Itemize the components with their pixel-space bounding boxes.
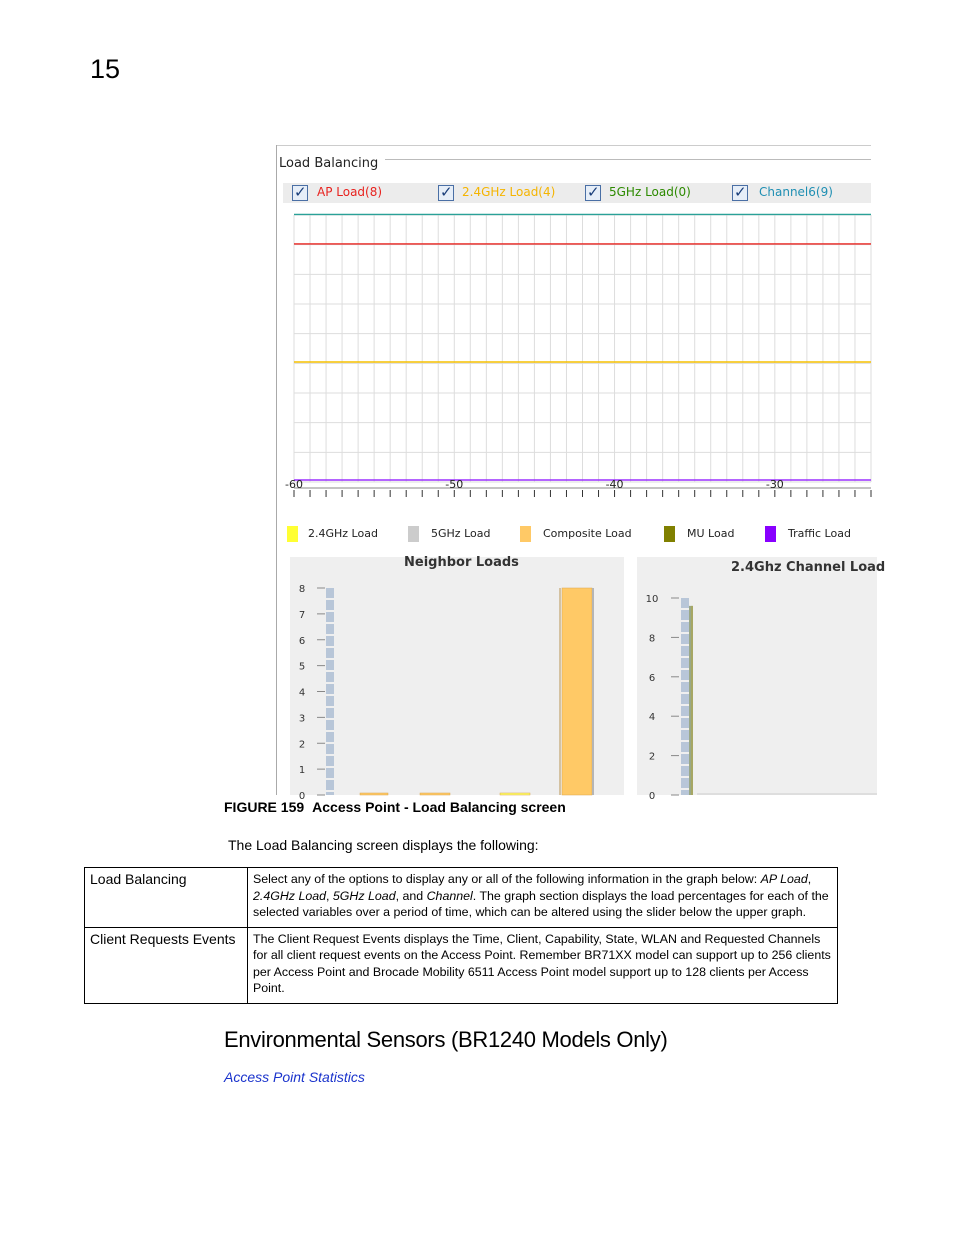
24ghz-load-checkbox[interactable] — [438, 185, 454, 201]
access-point-statistics-link[interactable]: Access Point Statistics — [224, 1069, 365, 1085]
y-tick-label: 5 — [298, 661, 306, 673]
y-tick-label: 0 — [298, 791, 306, 802]
neighbor-loads-title: Neighbor Loads — [404, 555, 519, 570]
load-balancing-screenshot — [276, 145, 886, 802]
definition-text: Select any of the options to display any or all of the following information in the graph below: — [253, 872, 761, 886]
y-tick-label: 4 — [298, 687, 306, 699]
channel-checkbox[interactable] — [732, 185, 748, 201]
y-tick-label: 1 — [298, 765, 306, 777]
neighbor-load-bar — [360, 793, 388, 795]
table-row — [85, 927, 838, 1003]
legend-label-traffic: Traffic Load — [788, 527, 851, 540]
group-title: Load Balancing — [279, 156, 379, 171]
legend-swatch-traffic — [765, 526, 776, 542]
intro-prefix: The — [228, 837, 257, 853]
legend-swatch-5ghz — [408, 526, 419, 542]
5ghz-load-checkbox[interactable] — [585, 185, 601, 201]
section-heading: Environmental Sensors (BR1240 Models Only) — [224, 1027, 668, 1052]
table-definition — [248, 927, 838, 1003]
intro-suffix: screen displays the following: — [352, 837, 539, 853]
ap-load-checkbox[interactable] — [292, 185, 308, 201]
neighbor-load-bar — [500, 793, 530, 795]
group-top-border — [277, 145, 871, 146]
legend-swatch-24ghz — [287, 526, 298, 542]
channel-load-chart — [637, 557, 877, 802]
definition-text: . The graph section displays the load percentages for each of the selected variables over a period of time, which can be altered using the slider below the upper graph. — [253, 888, 829, 919]
x-tick-label: -40 — [605, 478, 624, 491]
channel-label: Channel6(9) — [759, 185, 833, 199]
legend-swatch-composite — [520, 526, 531, 542]
y-tick-label: 0 — [648, 791, 656, 802]
y-tick-label: 2 — [648, 751, 656, 763]
definition-text: 5GHz Load — [332, 888, 396, 903]
legend-swatch-mu — [664, 526, 675, 542]
figure-title: Access Point - Load Balancing screen — [312, 799, 566, 815]
intro-paragraph — [228, 837, 539, 853]
channel-load-title: 2.4Ghz Channel Load — [731, 560, 886, 575]
legend-label-5ghz: 5GHz Load — [431, 527, 491, 540]
y-tick-label: 4 — [648, 712, 656, 724]
definition-text: 2.4GHz Load — [253, 888, 327, 903]
definition-text: Channel — [426, 888, 473, 903]
table-row — [85, 868, 838, 928]
channel-load-panel — [637, 557, 886, 802]
y-tick-label: 8 — [648, 633, 656, 645]
y-tick-label: 3 — [298, 713, 306, 725]
group-divider — [385, 159, 871, 160]
neighbor-load-bar — [562, 588, 592, 795]
definition-text: AP Load — [760, 872, 808, 886]
5ghz-load-label: 5GHz Load(0) — [609, 185, 691, 199]
definition-text: , — [807, 872, 812, 886]
intro-term: Load Balancing — [256, 837, 353, 853]
x-tick-label: -60 — [285, 478, 303, 491]
legend-label-mu: MU Load — [687, 527, 735, 540]
ap-load-label: AP Load(8) — [317, 185, 383, 199]
figure-number: FIGURE 159 — [224, 799, 305, 815]
y-tick-label: 6 — [648, 672, 656, 684]
definition-text: , and — [395, 888, 427, 903]
y-tick-label: 10 — [645, 594, 659, 605]
neighbor-loads-panel — [290, 555, 624, 802]
load-line-chart — [277, 205, 871, 510]
chapter-number: 15 — [90, 54, 121, 84]
y-tick-label: 2 — [298, 739, 306, 751]
y-tick-label: 8 — [298, 584, 306, 595]
y-tick-label: 6 — [298, 635, 306, 647]
24ghz-load-label: 2.4GHz Load(4) — [462, 185, 556, 199]
x-tick-label: -30 — [765, 478, 784, 491]
definition-text: , — [326, 888, 333, 903]
neighbor-load-bar — [420, 793, 450, 795]
legend-label-24ghz: 2.4GHz Load — [308, 527, 378, 540]
y-tick-label: 7 — [298, 609, 306, 621]
x-tick-label: -50 — [445, 478, 464, 491]
table-term: Client Requests Events — [85, 927, 248, 1003]
description-table — [84, 867, 838, 1004]
figure-caption — [224, 799, 566, 815]
table-term: Load Balancing — [85, 868, 248, 928]
definition-text: The Client Request Events displays the Time, Client, Capability, State, WLAN and Requested Channels for all client request events on the Access Point. Remember BR71XX model can support up to 256 clients per Access Point and Brocade Mobility 6511 Access Point model support up to 128 clients per Access Point. — [253, 931, 831, 995]
table-definition — [248, 868, 838, 928]
legend-label-composite: Composite Load — [543, 527, 632, 540]
neighbor-loads-chart — [290, 557, 624, 802]
